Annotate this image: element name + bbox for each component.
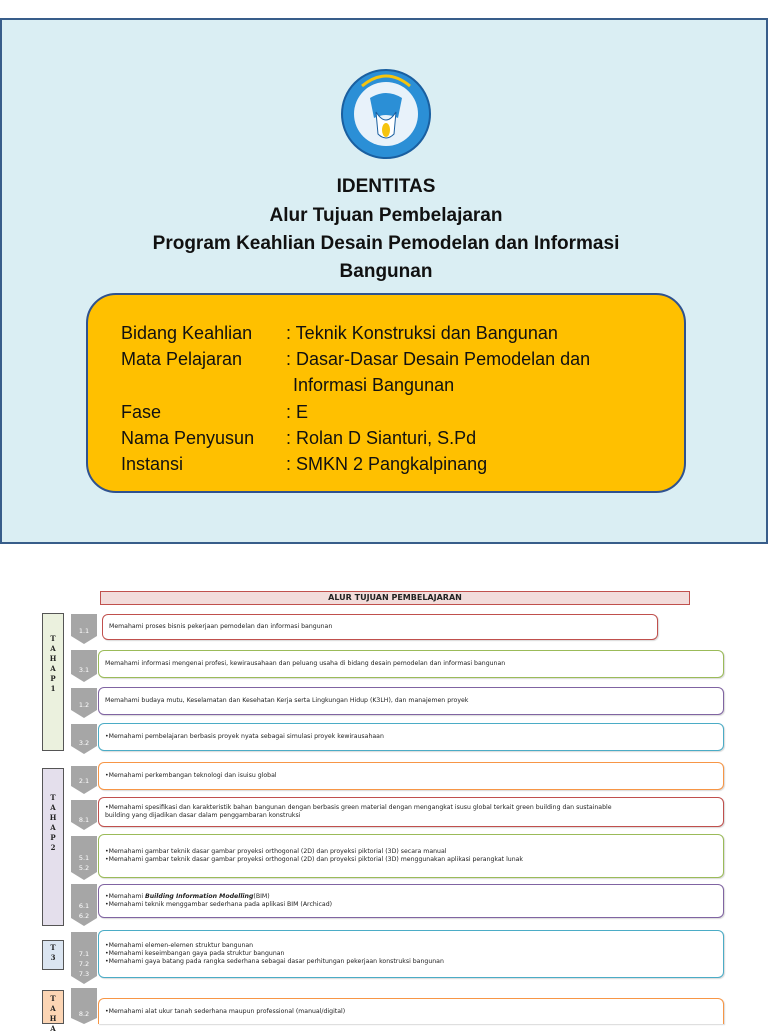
atp-item: [98, 762, 724, 790]
info-key: Fase: [121, 402, 162, 422]
step-number: 3.1: [78, 666, 90, 674]
atp-item: [98, 884, 724, 918]
step-number: 8.1: [78, 816, 90, 824]
info-key: Mata Pelajaran: [121, 349, 243, 369]
atp-item-text: Memahami informasi mengenai profesi, kewirausahaan dan peluang usaha di bidang desain pemodelan dan informasi bangunan: [105, 660, 506, 667]
info-key: Instansi: [121, 454, 184, 474]
tahap-2-label: T A H A P 2: [42, 768, 64, 926]
text-part: •Memahami: [105, 893, 146, 900]
atp-item: [98, 723, 724, 751]
heading-identitas: IDENTITAS: [336, 176, 436, 197]
tahap-4-label: T A H A: [42, 990, 64, 1024]
atp-item-text: •Memahami teknik menggambar sederhana pada aplikasi BIM (Archicad): [105, 901, 333, 908]
text-part: (BIM): [253, 893, 270, 900]
step-number: 1.2: [78, 701, 90, 709]
step-number: 6.1: [78, 902, 90, 910]
step-number: 1.1: [78, 627, 90, 635]
atp-item-text: •Memahami gambar teknik dasar gambar proyeksi orthogonal (2D) dan proyeksi piktorial (3D) secara manual: [105, 848, 447, 855]
atp-item: [102, 614, 658, 640]
info-value: : E: [286, 402, 309, 422]
tut-wuri-handayani-logo: [340, 68, 432, 168]
step-number: 5.1: [78, 854, 90, 862]
atp-item: [98, 797, 724, 827]
tahap-3-label: T 3: [42, 940, 64, 970]
atp-title: ALUR TUJUAN PEMBELAJARAN: [100, 591, 690, 605]
identity-slide: [0, 18, 768, 544]
info-value: Informasi Bangunan: [293, 375, 455, 395]
heading-bangunan: Bangunan: [339, 261, 433, 282]
identity-infobox: [86, 293, 686, 493]
step-number: 3.2: [78, 739, 90, 747]
step-number: 6.2: [78, 912, 90, 920]
tahap-1-label: T A H A P 1: [42, 613, 64, 751]
step-number: 7.2: [78, 960, 90, 968]
atp-item-text: •Memahami spesifikasi dan karakteristik bahan bangunan dengan berbasis green material dengan mengangkat isusu global terkait green building dan sustainable: [105, 804, 612, 811]
atp-item-text: Memahami proses bisnis pekerjaan pemodelan dan informasi bangunan: [109, 623, 333, 630]
step-number: 7.3: [78, 970, 90, 978]
heading-atp: Alur Tujuan Pembelajaran: [269, 205, 503, 226]
step-number: 8.2: [78, 1010, 90, 1018]
atp-item-text: [105, 893, 717, 901]
atp-item: [98, 687, 724, 715]
atp-item: [98, 834, 724, 878]
info-value: : Dasar-Dasar Desain Pemodelan dan: [286, 349, 591, 369]
atp-item-text: Memahami budaya mutu, Keselamatan dan Kesehatan Kerja serta Lingkungan Hidup (K3LH), dan manajemen proyek: [105, 697, 469, 704]
atp-item-text: •Memahami keseimbangan gaya pada struktur bangunan: [105, 950, 285, 957]
text-emphasis: Building Information Modelling: [145, 893, 254, 900]
atp-item-text: •Memahami alat ukur tanah sederhana maupun professional (manual/digital): [105, 1007, 346, 1015]
atp-item-text: •Memahami elemen-elemen struktur bangunan: [105, 942, 254, 949]
step-number: 7.1: [78, 950, 90, 958]
info-value: : Teknik Konstruksi dan Bangunan: [286, 323, 558, 343]
heading-program: Program Keahlian Desain Pemodelan dan Informasi: [152, 233, 620, 254]
step-number: 2.1: [78, 777, 90, 785]
atp-item-text: building yang dijadikan dasar dalam penggambaran konstruksi: [105, 812, 301, 819]
atp-item-text: •Memahami pembelajaran berbasis proyek nyata sebagai simulasi proyek kewirausahaan: [105, 733, 384, 740]
atp-item-text: •Memahami gambar teknik dasar gambar proyeksi orthogonal (2D) dan proyeksi piktorial (3D) menggunakan aplikasi perangkat lunak: [105, 856, 524, 863]
atp-item: [98, 930, 724, 978]
info-value: : SMKN 2 Pangkalpinang: [286, 454, 488, 474]
atp-item: [98, 998, 724, 1024]
atp-item-text: •Memahami perkembangan teknologi dan isuisu global: [105, 772, 277, 779]
atp-item: [98, 650, 724, 678]
info-value: : Rolan D Sianturi, S.Pd: [286, 428, 477, 448]
atp-item-text: •Memahami gaya batang pada rangka sederhana sebagai dasar perhitungan pekerjaan konstruksi bangunan: [105, 958, 444, 965]
info-key: Bidang Keahlian: [121, 323, 253, 343]
info-key: Nama Penyusun: [121, 428, 255, 448]
step-number: 5.2: [78, 864, 90, 872]
